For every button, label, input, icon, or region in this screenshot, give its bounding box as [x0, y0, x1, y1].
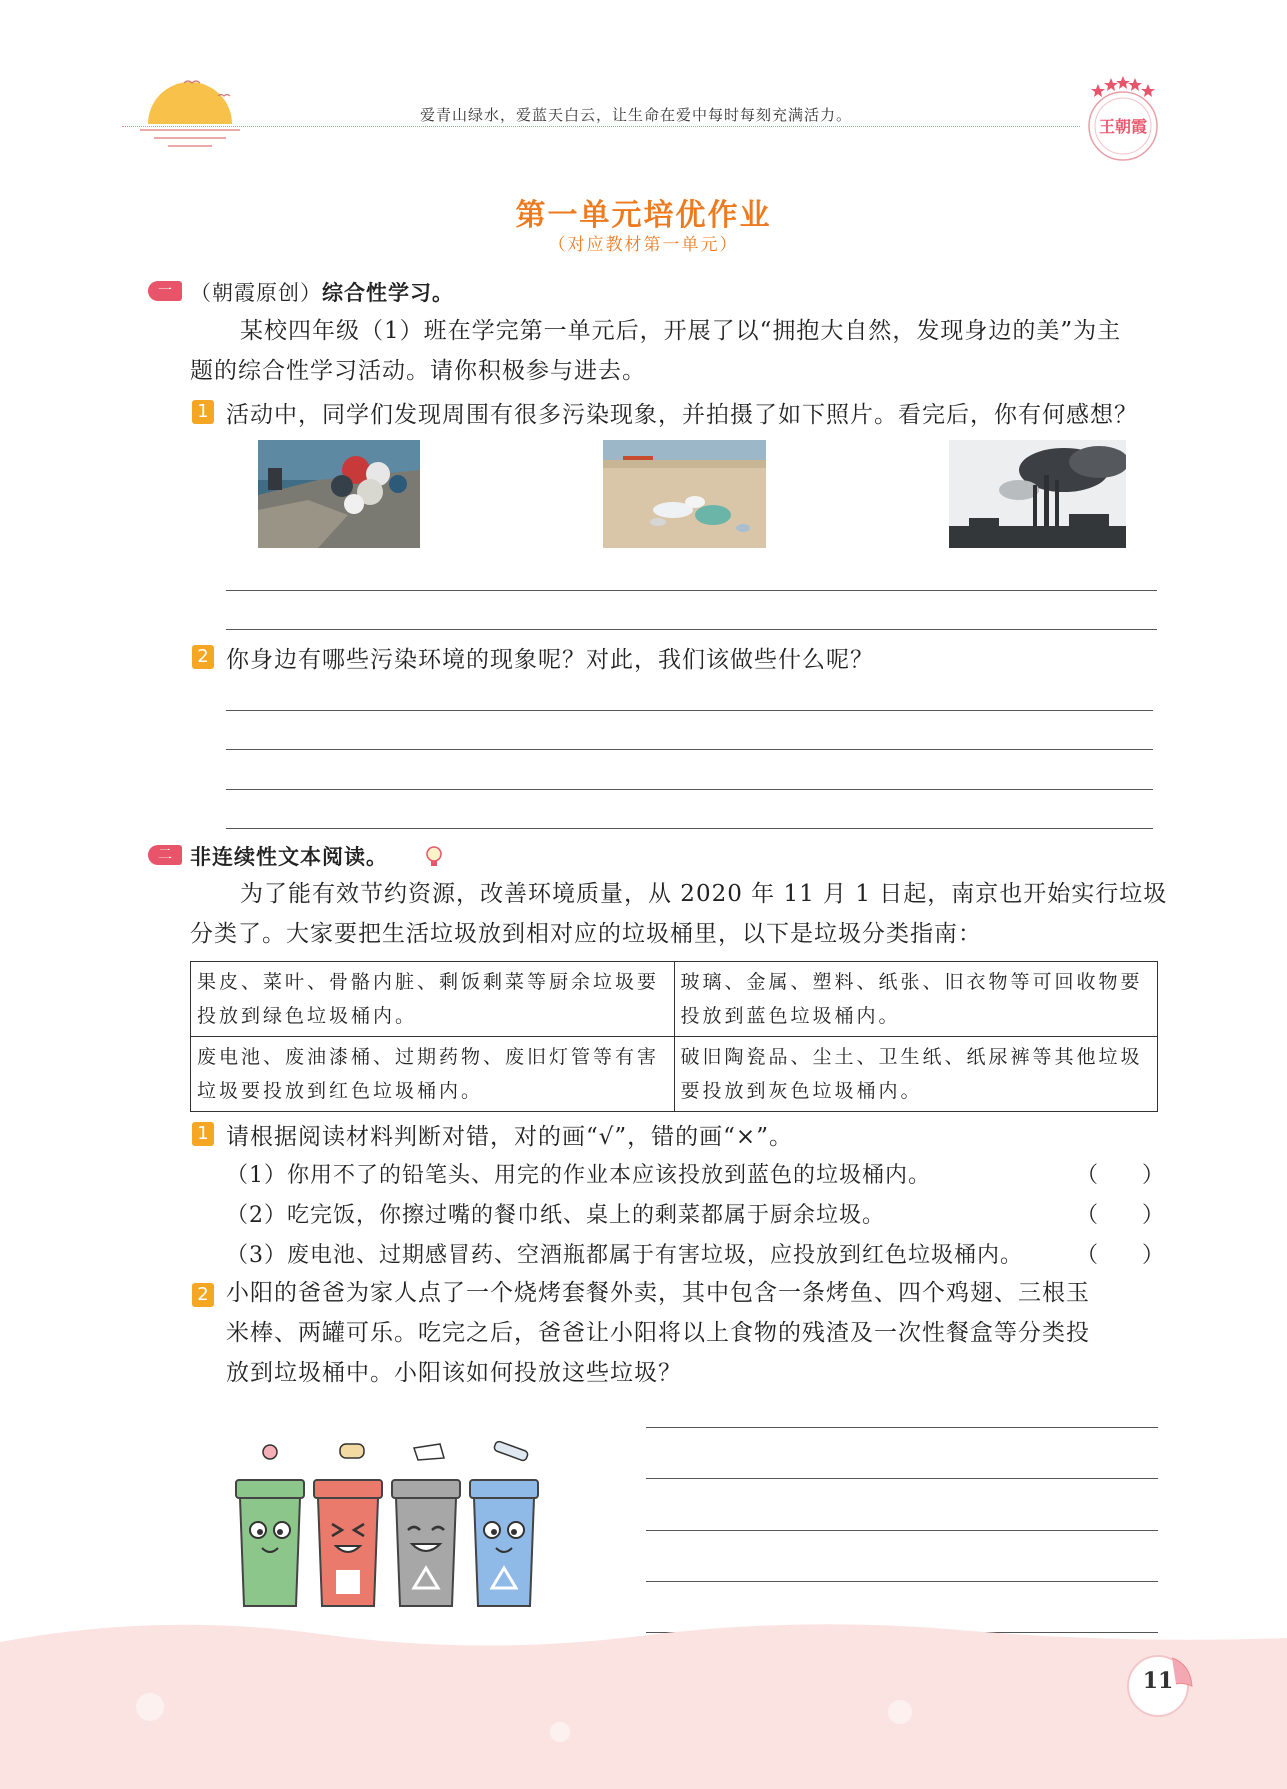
- page-subtitle: （对应教材第一单元）: [548, 235, 739, 255]
- lightbulb-icon: [424, 845, 444, 869]
- table-row: [191, 1037, 1158, 1112]
- header-divider: [122, 126, 1080, 127]
- answer-line[interactable]: [226, 629, 1157, 630]
- judge-item-2: （2）吃完饭，你擦过嘴的餐巾纸、桌上的剩菜都属于厨余垃圾。: [226, 1203, 885, 1228]
- section-2-intro-2: 分类了。大家要把生活垃圾放到相对应的垃圾桶里，以下是垃圾分类指南：: [190, 921, 982, 947]
- page-number: 11: [1142, 1668, 1174, 1694]
- answer-line[interactable]: [226, 749, 1153, 750]
- litter-icons: [263, 1440, 529, 1461]
- answer-blank-1[interactable]: （ ）: [1076, 1163, 1165, 1188]
- header-motto: 爱青山绿水，爱蓝天白云，让生命在爱中每时每刻充满活力。: [420, 106, 853, 124]
- section-1-intro-2: 题的综合性学习活动。请你积极参与进去。: [190, 358, 646, 384]
- answer-line[interactable]: [646, 1530, 1158, 1531]
- photo-factory-smoke: [949, 440, 1126, 548]
- bbq-question-line-3: 放到垃圾桶中。小阳该如何投放这些垃圾？: [226, 1360, 682, 1386]
- judge-item-1: （1）你用不了的铅笔头、用完的作业本应该投放到蓝色的垃圾桶内。: [226, 1163, 931, 1188]
- answer-line[interactable]: [646, 1581, 1158, 1582]
- table-cell: 破旧陶瓷品、尘土、卫生纸、纸尿裤等其他垃圾要投放到灰色垃圾桶内。: [674, 1037, 1158, 1112]
- bin-blue: [470, 1480, 538, 1606]
- sunset-logo: [140, 78, 240, 154]
- section-tag-1: 一: [148, 281, 182, 301]
- section-tag-2: 二: [148, 845, 182, 865]
- section-1-prefix: （朝霞原创）: [190, 281, 322, 305]
- answer-line[interactable]: [226, 590, 1157, 591]
- answer-line[interactable]: [646, 1427, 1158, 1428]
- answer-line[interactable]: [226, 828, 1153, 829]
- bbq-question-line-2: 米棒、两罐可乐。吃完之后，爸爸让小阳将以上食物的残渣及一次性餐盒等分类投: [226, 1320, 1090, 1346]
- trash-bins-illustration: [228, 1440, 568, 1620]
- bin-green: [236, 1480, 304, 1606]
- table-cell: 果皮、菜叶、骨骼内脏、剩饭剩菜等厨余垃圾要投放到绿色垃圾桶内。: [191, 962, 675, 1037]
- bottom-wave-decoration: [0, 1612, 1287, 1789]
- bin-gray: [392, 1480, 460, 1606]
- judge-item-3: （3）废电池、过期感冒药、空酒瓶都属于有害垃圾，应投放到红色垃圾桶内。: [226, 1243, 1023, 1268]
- question-number-4: 2: [192, 1283, 214, 1307]
- photo-beach-litter: [603, 440, 766, 548]
- section-1-title: 综合性学习。: [322, 281, 454, 305]
- table-row: [191, 962, 1158, 1037]
- section-1-intro-1: 某校四年级（1）班在学完第一单元后，开展了以“拥抱大自然，发现身边的美”为主: [240, 318, 1122, 344]
- brand-seal-text: 王朝霞: [1098, 117, 1147, 136]
- bin-red: [314, 1480, 382, 1606]
- question-2-text: 你身边有哪些污染环境的现象呢？对此，我们该做些什么呢？: [226, 647, 874, 673]
- section-2-title: 非连续性文本阅读。: [190, 845, 388, 869]
- page-title: 第一单元培优作业: [515, 198, 772, 233]
- answer-line[interactable]: [226, 789, 1153, 790]
- sorting-guide-table: [190, 961, 1158, 1112]
- question-number-3: 1: [192, 1122, 214, 1146]
- answer-blank-2[interactable]: （ ）: [1076, 1203, 1165, 1228]
- section-2-heading: [190, 841, 388, 871]
- answer-line[interactable]: [646, 1478, 1158, 1479]
- judge-question-text: 请根据阅读材料判断对错，对的画“√”，错的画“×”。: [226, 1124, 793, 1150]
- table-cell: 废电池、废油漆桶、过期药物、废旧灯管等有害垃圾要投放到红色垃圾桶内。: [191, 1037, 675, 1112]
- question-1-text: 活动中，同学们发现周围有很多污染现象，并拍摄了如下照片。看完后，你有何感想？: [226, 402, 1138, 428]
- answer-line[interactable]: [226, 710, 1153, 711]
- question-number-2: 2: [192, 645, 214, 669]
- bbq-question-line-1: 小阳的爸爸为家人点了一个烧烤套餐外卖，其中包含一条烤鱼、四个鸡翅、三根玉: [226, 1280, 1090, 1306]
- answer-blank-3[interactable]: （ ）: [1076, 1243, 1165, 1268]
- question-number-1: 1: [192, 400, 214, 424]
- section-2-intro-1: 为了能有效节约资源，改善环境质量，从 2020 年 11 月 1 日起，南京也开始实行垃圾: [240, 881, 1168, 907]
- section-1-heading: [190, 277, 454, 307]
- table-cell: 玻璃、金属、塑料、纸张、旧衣物等可回收物要投放到蓝色垃圾桶内。: [674, 962, 1158, 1037]
- photo-polluted-river: [258, 440, 420, 548]
